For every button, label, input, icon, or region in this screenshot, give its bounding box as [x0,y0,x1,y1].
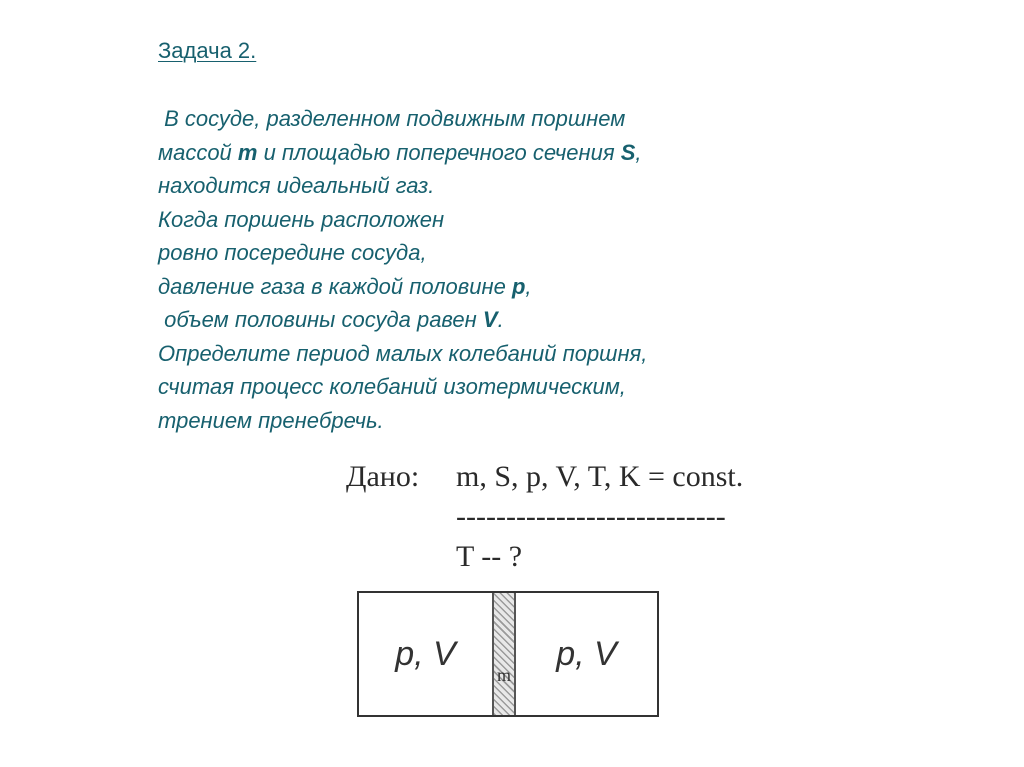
problem-line-9: считая процесс колебаний изотермическим, [158,374,626,399]
right-chamber-label: p, V [556,634,617,673]
text-fragment: объем половины сосуда равен [158,307,483,332]
given-separator: --------------------------- [456,500,726,533]
volume-symbol: V [482,307,498,332]
area-symbol: S [620,139,636,165]
problem-statement [158,102,858,437]
pressure-symbol: p [511,273,526,299]
mass-symbol: m [237,139,258,165]
problem-line-3: находится идеальный газ. [158,173,435,198]
piston-mass-label: m [496,665,511,685]
vessel-diagram [357,591,659,717]
left-chamber-label: p, V [395,634,456,673]
problem-line-4: Когда поршень расположен [158,206,445,232]
find-value: T -- ? [456,540,523,573]
text-fragment: , [525,273,532,299]
text-fragment: . [497,307,504,332]
text-fragment: массой [158,139,238,165]
problem-line-1: В сосуде, разделенном подвижным поршнем [158,106,626,131]
given-label: Дано: [346,460,420,493]
text-fragment: , [635,139,642,165]
text-fragment: и площадью поперечного сечения [257,139,621,165]
problem-line-10: трением пренебречь. [158,407,384,433]
problem-line-5: ровно посередине сосуда, [158,240,427,265]
problem-title: Задача 2. [158,38,257,63]
problem-line-2 [158,136,858,170]
problem-line-7 [158,303,858,337]
piston [492,593,516,715]
given-values: m, S, p, V, T, K = const. [456,460,744,493]
text-fragment: давление газа в каждой половине [158,273,512,299]
problem-line-8: Определите период малых колебаний поршня, [158,340,648,366]
problem-line-6 [158,270,858,304]
